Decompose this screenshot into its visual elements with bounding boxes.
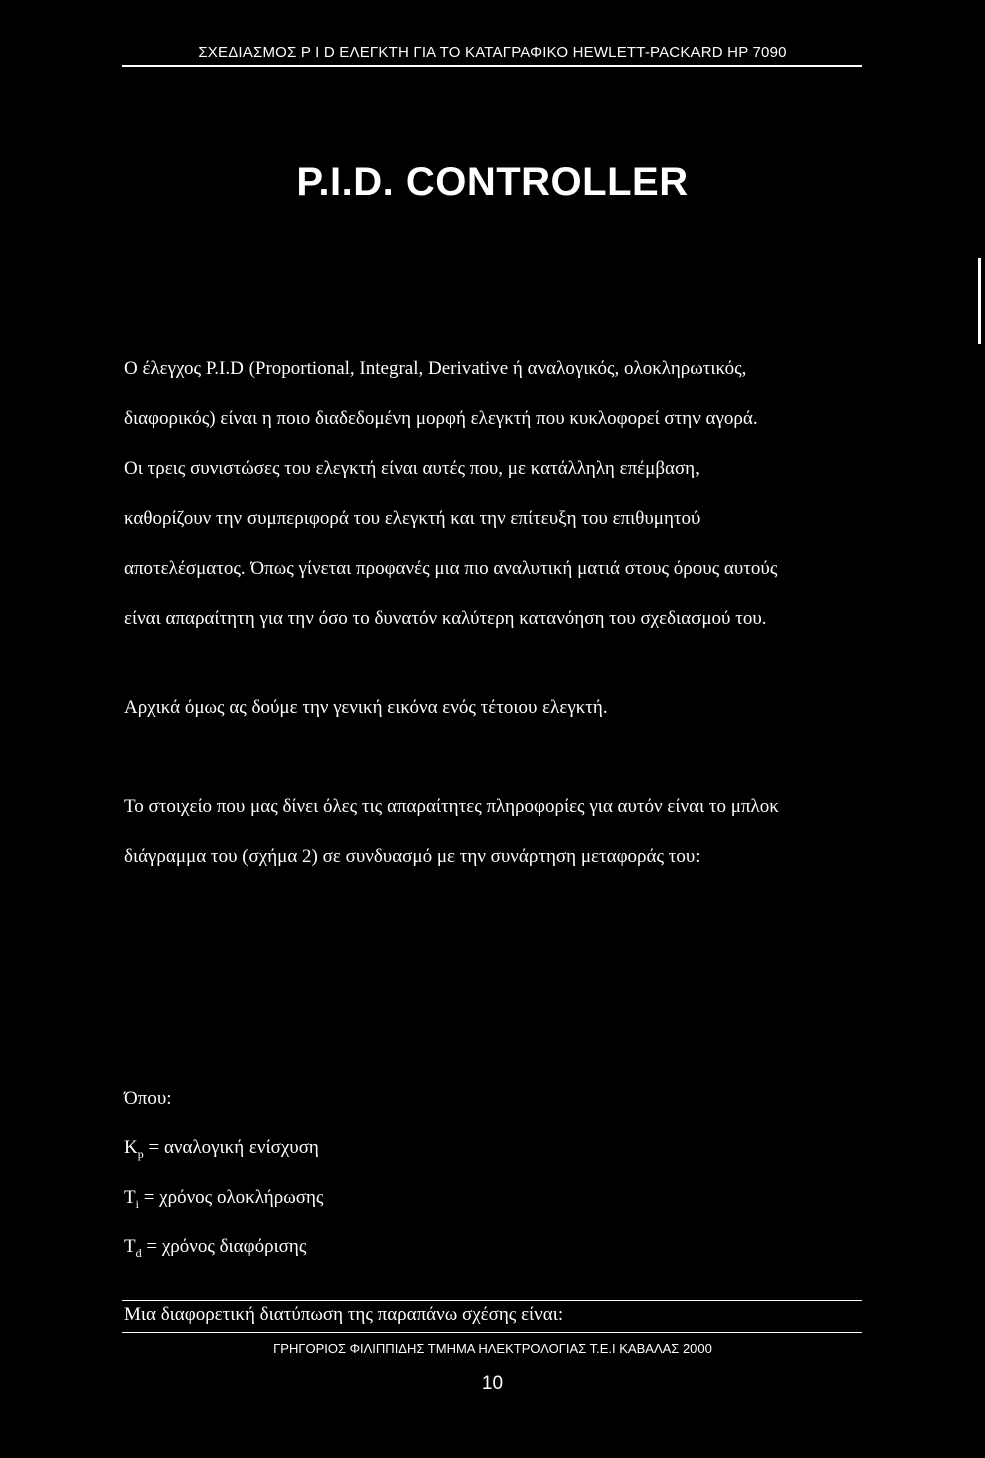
- definition-subscript: i: [135, 1196, 139, 1211]
- paragraph-intro: [124, 344, 864, 644]
- paragraph-line: Οι τρεις συνιστώσες του ελεγκτή είναι αυτές που, με κατάλληλη επέμβαση,: [124, 458, 700, 479]
- paragraph-block-diagram: [124, 782, 864, 882]
- scan-edge-mark: [978, 258, 981, 344]
- definitions-intro: Όπου:: [124, 1088, 172, 1109]
- alternative-expression: Μια διαφορετική διατύπωση της παραπάνω σχέσης είναι:: [124, 1304, 564, 1325]
- definition-symbol: K: [124, 1137, 138, 1158]
- footer-author: ΓΡΗΓΟΡΙΟΣ ΦΙΛΙΠΠΙΔΗΣ ΤΜΗΜΑ ΗΛΕΚΤΡΟΛΟΓΙΑΣ Τ.Ε.Ι ΚΑΒΑΛΑΣ 2000: [273, 1341, 712, 1356]
- footer-rule: [122, 1332, 862, 1333]
- definition-subscript: p: [137, 1146, 144, 1161]
- paragraph-line: είναι απαραίτητη για την όσο το δυνατόν καλύτερη κατανόηση του σχεδιασμού του.: [124, 608, 767, 629]
- definition-symbol: T: [124, 1236, 136, 1257]
- paragraph-line: καθορίζουν την συμπεριφορά του ελεγκτή και την επίτευξη του επιθυμητού: [124, 508, 701, 529]
- definition-text: = χρόνος ολοκλήρωσης: [138, 1187, 324, 1208]
- header-rule: [122, 65, 862, 67]
- paragraph-line: Το στοιχείο που μας δίνει όλες τις απαραίτητες πληροφορίες για αυτόν είναι το μπλοκ: [124, 796, 779, 817]
- definition-td: [124, 1236, 306, 1261]
- paragraph-line: διάγραμμα του (σχήμα 2) σε συνδυασμό με την συνάρτηση μεταφοράς του:: [124, 846, 701, 867]
- running-header: ΣΧΕΔΙΑΣΜΟΣ P I D ΕΛΕΓΚΤΗ ΓΙΑ ΤΟ ΚΑΤΑΓΡΑΦΙΚΟ HEWLETT-PACKARD HP 7090: [198, 44, 787, 61]
- paragraph-line: Αρχικά όμως ας δούμε την γενική εικόνα ενός τέτοιου ελεγκτή.: [124, 697, 608, 718]
- paragraph-line: διαφορικός) είναι η ποιο διαδεδομένη μορφή ελεγκτή που κυκλοφορεί στην αγορά.: [124, 408, 758, 429]
- definition-ti: [124, 1187, 323, 1212]
- page-title: P.I.D. CONTROLLER: [296, 160, 689, 204]
- paragraph-line: Ο έλεγχος P.I.D (Proportional, Integral, Derivative ή αναλογικός, ολοκληρωτικός,: [124, 358, 747, 379]
- definition-text: = αναλογική ενίσχυση: [143, 1137, 319, 1158]
- definition-symbol: T: [124, 1187, 136, 1208]
- section-rule-top: [122, 1300, 862, 1301]
- definition-subscript: d: [135, 1245, 142, 1260]
- paragraph-line: αποτελέσματος. Όπως γίνεται προφανές μια πιο αναλυτική ματιά στους όρους αυτούς: [124, 558, 778, 579]
- definition-kp: [124, 1137, 319, 1162]
- page-number: 10: [481, 1373, 504, 1394]
- definition-text: = χρόνος διαφόρισης: [141, 1236, 307, 1257]
- paragraph-overview: [124, 683, 864, 733]
